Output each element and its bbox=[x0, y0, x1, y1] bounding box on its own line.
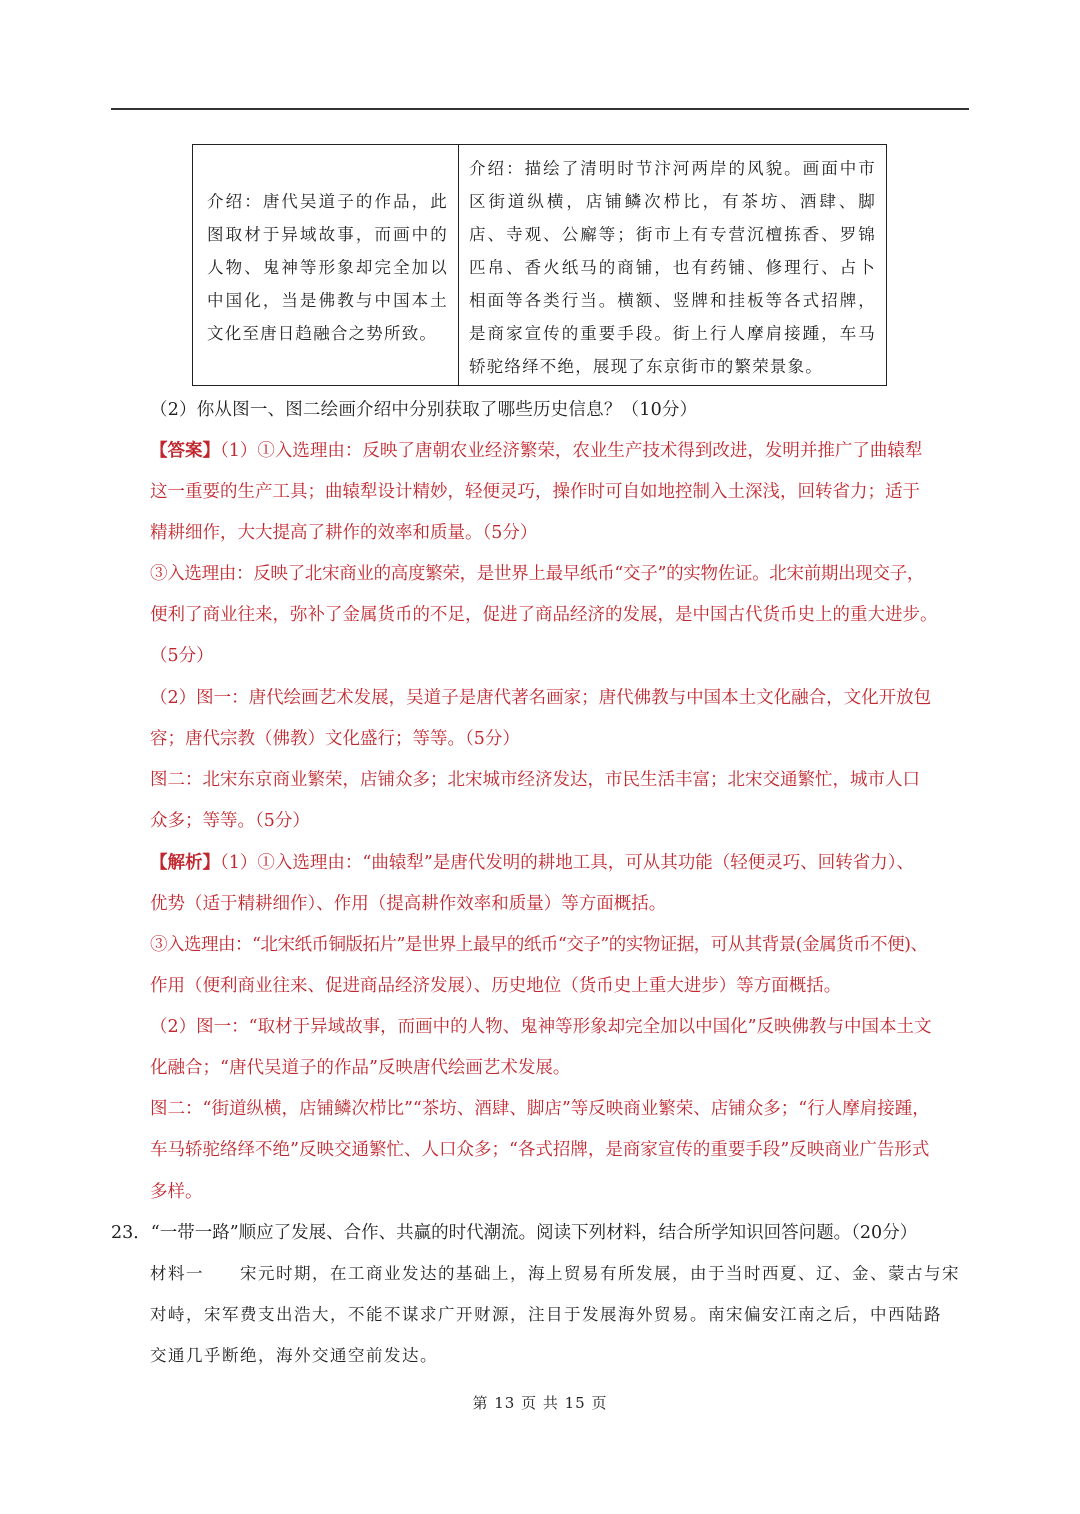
answer-line-5: 便利了商业往来，弥补了金属货币的不足，促进了商品经济的发展，是中国古代货币史上的重大进步。 bbox=[150, 605, 938, 625]
question-23-number: 23． bbox=[111, 1223, 151, 1243]
material-1-line-2: 对峙，宋军费支出浩大，不能不谋求广开财源，注目于发展海外贸易。南宋偏安江南之后，中西陆路 bbox=[150, 1305, 942, 1324]
painting-one-intro: 介绍：唐代吴道子的作品，此图取材于异域故事，而画中的人物、鬼神等形象却完全加以中国化，当是佛教与中国本土文化至唐日趋融合之势所致。 bbox=[193, 145, 459, 385]
analysis-line-6: 化融合；“唐代吴道子的作品”反映唐代绘画艺术发展。 bbox=[150, 1058, 571, 1078]
analysis-label: 【解析】 bbox=[150, 853, 220, 873]
answer-line-4: ③入选理由：反映了北宋商业的高度繁荣，是世界上最早纸币“交子”的实物佐证。北宋前期出现交子， bbox=[150, 564, 925, 584]
question-23 bbox=[111, 1221, 917, 1245]
answer-line-9: 图二：北宋东京商业繁荣，店铺众多；北宋城市经济发达，市民生活丰富；北宋交通繁忙，城市人口 bbox=[150, 770, 920, 790]
analysis-line-1 bbox=[150, 851, 914, 875]
answer-line-7: （2）图一：唐代绘画艺术发展，吴道子是唐代著名画家；唐代佛教与中国本土文化融合，文化开放包 bbox=[150, 688, 932, 708]
page-footer: 第 13 页 共 15 页 bbox=[472, 1394, 608, 1412]
painting-intro-table bbox=[192, 144, 887, 386]
answer-line-10: 众多；等等。（5分） bbox=[150, 811, 310, 831]
material-1-line-3: 交通几乎断绝，海外交通空前发达。 bbox=[150, 1346, 438, 1365]
analysis-line-4: 作用（便利商业往来、促进商品经济发展）、历史地位（货币史上重大进步）等方面概括。 bbox=[150, 976, 842, 996]
header-rule bbox=[111, 108, 969, 110]
analysis-line-5: （2）图一：“取材于异域故事，而画中的人物、鬼神等形象却完全加以中国化”反映佛教与中国本土文 bbox=[150, 1017, 932, 1037]
analysis-line-7: 图二：“街道纵横，店铺鳞次栉比”“茶坊、酒肆、脚店”等反映商业繁荣、店铺众多；“行人摩肩接踵， bbox=[150, 1099, 930, 1119]
answer-line-3: 精耕细作，大大提高了耕作的效率和质量。（5分） bbox=[150, 523, 538, 543]
answer-text-1: （1）①入选理由：反映了唐朝农业经济繁荣，农业生产技术得到改进，发明并推广了曲辕犁 bbox=[220, 441, 923, 461]
answer-label: 【答案】 bbox=[150, 441, 220, 461]
question-2: （2）你从图一、图二绘画介绍中分别获取了哪些历史信息？（10分） bbox=[150, 400, 698, 420]
answer-line-1 bbox=[150, 439, 922, 463]
material-1-line-1: 材料一 宋元时期，在工商业发达的基础上，海上贸易有所发展，由于当时西夏、辽、金、蒙古与宋 bbox=[150, 1264, 960, 1283]
painting-two-intro: 介绍：描绘了清明时节汴河两岸的风貌。画面中市区街道纵横，店铺鳞次栉比，有茶坊、酒肆、脚店、寺观、公廨等；街市上有专营沉檀拣香、罗锦匹帛、香火纸马的商铺，也有药铺、修理行、占卜相面等各类行当。横额、竖牌和挂板等各式招牌，是商家宣传的重要手段。街上行人摩肩接踵，车马轿驼络绎不绝，展现了东京街市的繁荣景象。 bbox=[469, 159, 876, 376]
analysis-line-8: 车马轿驼络绎不绝”反映交通繁忙、人口众多；“各式招牌，是商家宣传的重要手段”反映商业广告形式 bbox=[150, 1140, 930, 1160]
question-23-stem: “一带一路”顺应了发展、合作、共赢的时代潮流。阅读下列材料，结合所学知识回答问题。（20分） bbox=[150, 1223, 918, 1243]
answer-line-6: （5分） bbox=[150, 646, 214, 666]
analysis-text-1: （1）①入选理由：“曲辕犁”是唐代发明的耕地工具，可从其功能（轻便灵巧、回转省力）、 bbox=[220, 853, 915, 873]
analysis-line-9: 多样。 bbox=[150, 1182, 203, 1202]
analysis-line-2: 优势（适于精耕细作）、作用（提高耕作效率和质量）等方面概括。 bbox=[150, 894, 667, 914]
answer-line-2: 这一重要的生产工具；曲辕犁设计精妙，轻便灵巧，操作时可自如地控制入土深浅，回转省力；适于 bbox=[150, 482, 920, 502]
answer-line-8: 容；唐代宗教（佛教）文化盛行；等等。（5分） bbox=[150, 729, 520, 749]
analysis-line-3: ③入选理由：“北宋纸币铜版拓片”是世界上最早的纸币“交子”的实物证据，可从其背景(金属货币不便)、 bbox=[150, 935, 928, 955]
